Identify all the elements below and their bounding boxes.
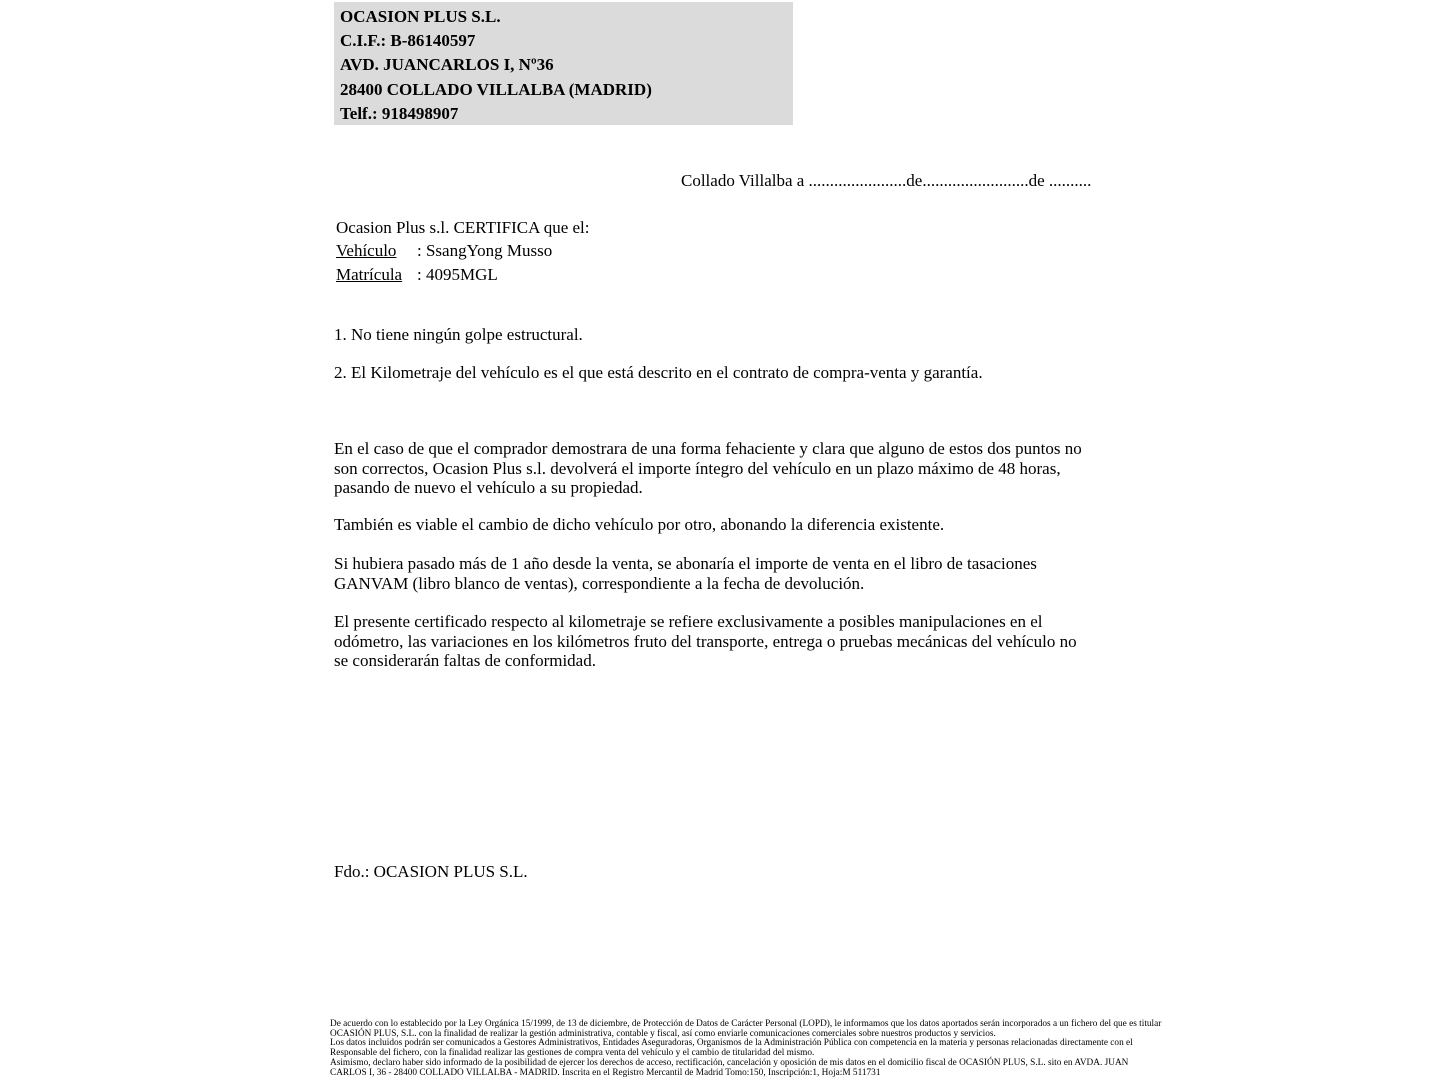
- plate-value: : 4095MGL: [417, 264, 498, 284]
- paragraph-refund-line: En el caso de que el comprador demostrara de una forma fehaciente y clara que alguno de estos dos puntos no: [334, 439, 1082, 458]
- date-line: Collado Villalba a .......................de.........................de ..........: [681, 171, 1092, 190]
- company-address: AVD. JUANCARLOS I, Nº36: [340, 55, 554, 75]
- legal-footer-line: De acuerdo con lo establecido por la Ley Orgánica 15/1999, de 13 de diciembre, de Protección de Datos de Carácter Personal (LOPD), le informamos que los datos aportados serán incorporados a un fichero del que es titular: [330, 1019, 1162, 1029]
- paragraph-odometer-line: se considerarán faltas de conformidad.: [334, 651, 596, 671]
- certify-intro: Ocasion Plus s.l. CERTIFICA que el:: [336, 218, 590, 237]
- point-structural: 1. No tiene ningún golpe estructural.: [334, 325, 583, 344]
- legal-footer: [330, 1020, 1161, 1078]
- paragraph-odometer: [334, 612, 1077, 671]
- company-cif: C.I.F.: B-86140597: [340, 31, 476, 51]
- paragraph-refund: [334, 439, 1082, 498]
- company-city: 28400 COLLADO VILLALBA (MADRID): [340, 79, 652, 99]
- paragraph-odometer-line: El presente certificado respecto al kilometraje se refiere exclusivamente a posibles manipulaciones en el: [334, 612, 1043, 631]
- company-name: OCASION PLUS S.L.: [340, 7, 501, 26]
- paragraph-ganvam-line: Si hubiera pasado más de 1 año desde la venta, se abonaría el importe de venta en el libro de tasaciones: [334, 554, 1037, 573]
- legal-footer-line: Asimismo, declaro haber sido informado de la posibilidad de ejercer los derechos de acceso, rectificación, cancelación y oposición de mis datos en el domicilio fiscal de OCASIÓN PLUS, S.L. sito en AVDA. JUAN: [330, 1057, 1129, 1068]
- plate-row: [336, 263, 590, 286]
- paragraph-refund-line: son correctos, Ocasion Plus s.l. devolverá el importe íntegro del vehículo en un plazo máximo de 48 horas,: [334, 458, 1061, 478]
- vehicle-value: : SsangYong Musso: [417, 241, 553, 261]
- paragraph-exchange: [334, 515, 944, 535]
- vehicle-row: [336, 239, 590, 262]
- paragraph-ganvam: [334, 554, 1037, 593]
- plate-label: Matrícula: [336, 264, 403, 284]
- paragraph-odometer-line: odómetro, las variaciones en los kilómetros fruto del transporte, entrega o pruebas mecánicas del vehículo no: [334, 631, 1077, 651]
- legal-footer-line: OCASIÓN PLUS, S.L. con la finalidad de realizar la gestión administrativa, contable y fiscal, así como enviarle comunicaciones comerciales sobre nuestros productos y servicios.: [330, 1028, 996, 1039]
- paragraph-refund-line: pasando de nuevo el vehículo a su propiedad.: [334, 478, 643, 498]
- legal-footer-line: Responsable del fichero, con la finalidad realizar las gestiones de compra venta del vehículo y el cambio de titularidad del mismo.: [330, 1048, 815, 1059]
- legal-footer-line: Los datos incluidos podrán ser comunicados a Gestores Administrativos, Entidades Aseguradoras, Organismos de la Administración Pública con competencia en la materia y personas relacionadas directamente con el: [330, 1038, 1133, 1049]
- point-mileage: 2. El Kilometraje del vehículo es el que está descrito en el contrato de compra-venta y garantía.: [334, 363, 983, 382]
- company-header: [334, 2, 793, 125]
- company-phone: Telf.: 918498907: [340, 103, 459, 123]
- signature-line: Fdo.: OCASION PLUS S.L.: [334, 862, 528, 881]
- legal-footer-line: CARLOS I, 36 - 28400 COLLADO VILLALBA - MADRID. Inscrita en el Registro Mercantil de Madrid Tomo:150, Inscripción:1, Hoja:M 511731: [330, 1067, 881, 1078]
- certification-block: [336, 216, 590, 286]
- paragraph-ganvam-line: GANVAM (libro blanco de ventas), correspondiente a la fecha de devolución.: [334, 573, 865, 593]
- paragraph-exchange-line: También es viable el cambio de dicho vehículo por otro, abonando la diferencia existente.: [334, 515, 945, 534]
- vehicle-label: Vehículo: [336, 241, 397, 261]
